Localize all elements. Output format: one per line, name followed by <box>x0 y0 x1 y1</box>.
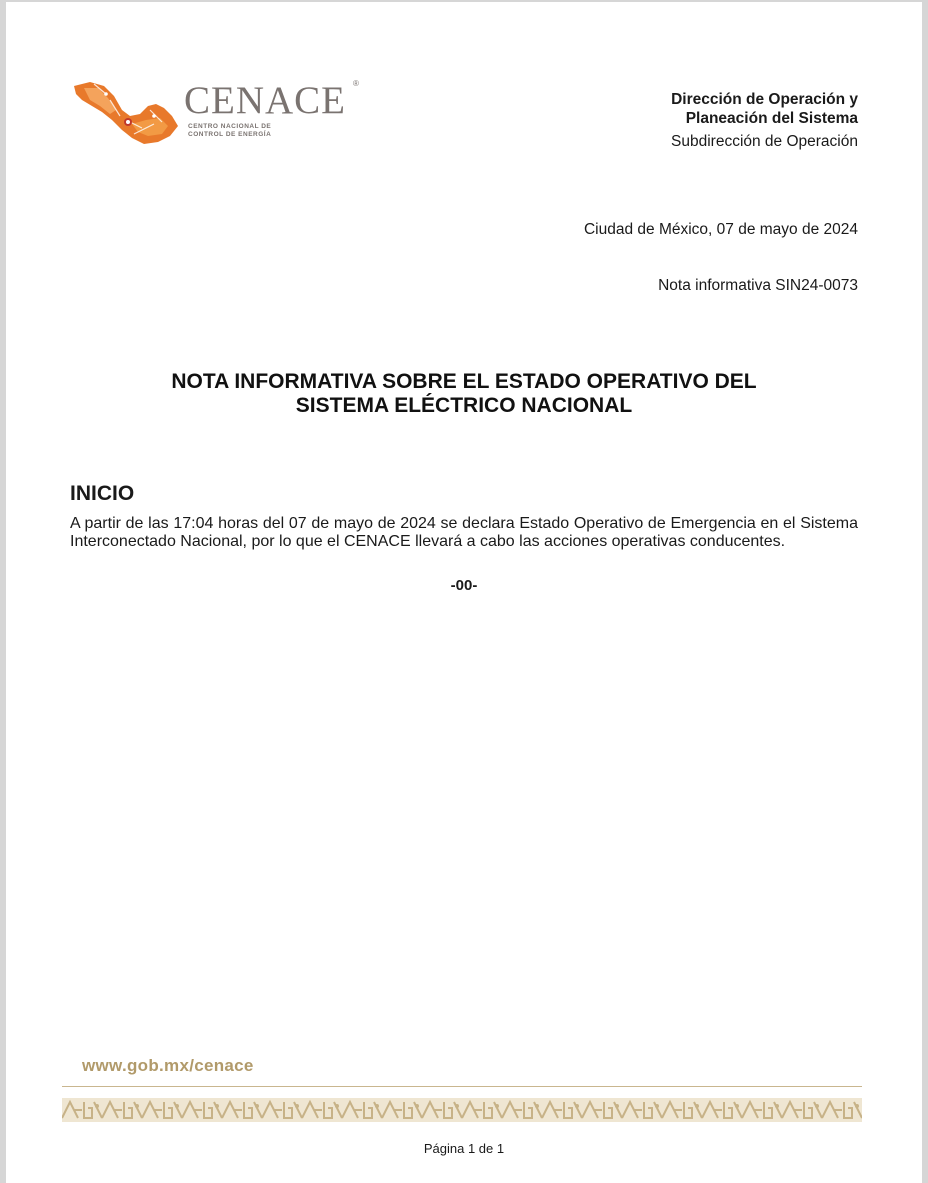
place-and-date: Ciudad de México, 07 de mayo de 2024 <box>583 221 858 238</box>
logo-subtitle-line1: CENTRO NACIONAL DE <box>188 123 272 130</box>
direction-line2: Planeación del Sistema <box>685 110 858 127</box>
footer-url: www.gob.mx/cenace <box>82 1056 254 1075</box>
cenace-logo <box>70 76 370 156</box>
page-number: Página 1 de 1 <box>423 1141 505 1156</box>
mexico-map-logo-icon <box>70 76 182 148</box>
footer-divider <box>62 1086 862 1087</box>
registered-mark: ® <box>353 79 359 88</box>
decorative-pattern-band <box>62 1098 862 1122</box>
logo-subtitle-line2: CONTROL DE ENERGÍA <box>188 131 272 138</box>
document-title-line2: SISTEMA ELÉCTRICO NACIONAL <box>295 394 633 417</box>
logo-wordmark: CENACE <box>184 79 346 122</box>
section-body: A partir de las 17:04 horas del 07 de mayo de 2024 se declara Estado Operativo de Emergencia en el Sistema Interconectado Nacional, por lo que el CENACE llevará a cabo las acciones operativas conducentes. <box>70 515 858 550</box>
end-mark: -00- <box>450 577 478 594</box>
note-reference: Nota informativa SIN24-0073 <box>658 277 858 294</box>
direction-line1: Dirección de Operación y <box>671 91 858 108</box>
document-page <box>6 2 922 1183</box>
issuing-office <box>671 90 858 151</box>
document-title-line1: NOTA INFORMATIVA SOBRE EL ESTADO OPERATIVO DEL <box>171 370 757 393</box>
section-heading: INICIO <box>70 482 135 505</box>
document-title <box>6 370 922 418</box>
logo-subtitle <box>188 123 328 139</box>
subdirection: Subdirección de Operación <box>671 133 858 150</box>
